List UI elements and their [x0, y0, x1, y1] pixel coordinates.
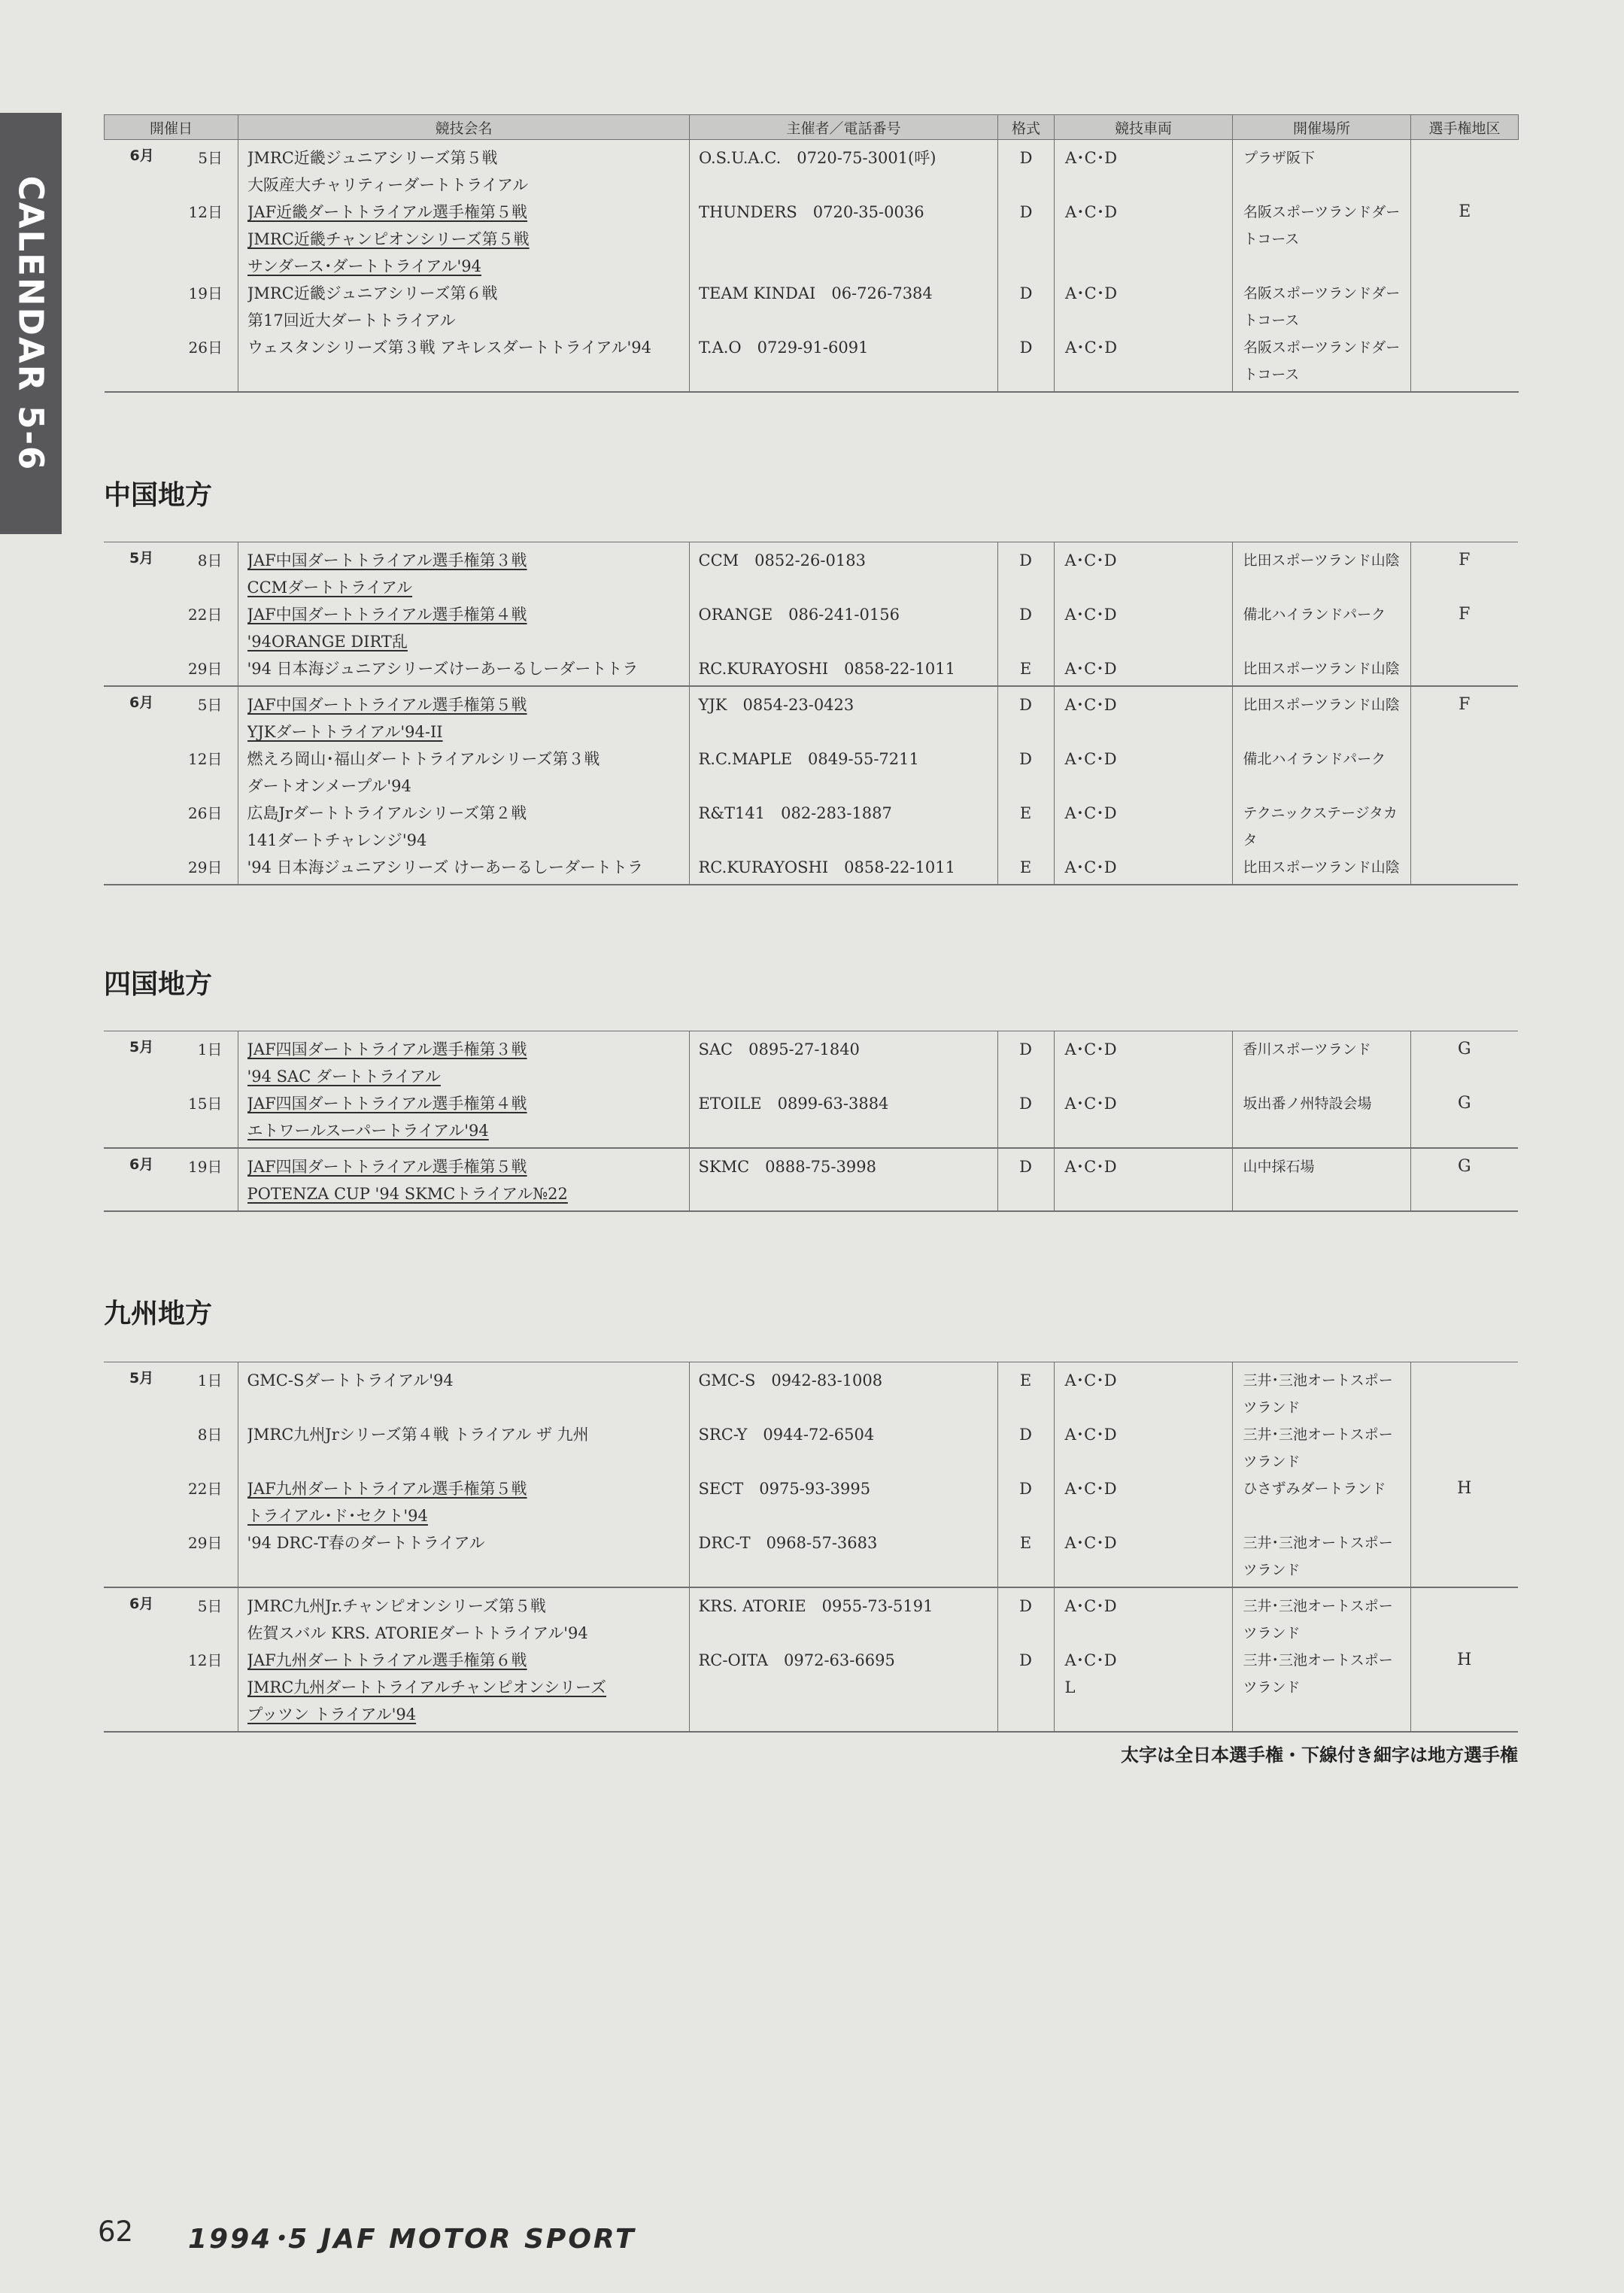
event-name-line: JAF九州ダートトライアル選手権第６戦 [247, 1651, 527, 1669]
event-row [104, 601, 1518, 655]
event-region: G [1410, 1031, 1518, 1091]
event-name-line: CCMダートトライアル [247, 579, 413, 597]
event-vehicle-class: A･C･D [1054, 746, 1232, 800]
event-format: D [997, 1031, 1054, 1091]
calendar-table [104, 1031, 1518, 1212]
event-date [104, 542, 238, 602]
event-venue-line: ツランド [1243, 1399, 1301, 1416]
column-header-cls: 競技車両 [1055, 115, 1233, 140]
event-region: G [1410, 1090, 1518, 1148]
event-organizer: KRS. ATORIE 0955-73-5191 [689, 1587, 997, 1647]
event-name-line: JAF四国ダートトライアル選手権第５戦 [247, 1158, 527, 1176]
column-header-venue: 開催場所 [1233, 115, 1411, 140]
event-name-line: JAF中国ダートトライアル選手権第３戦 [247, 551, 527, 569]
event-name [238, 140, 690, 199]
event-format: D [998, 140, 1055, 199]
event-day: 12日 [188, 1651, 223, 1669]
event-vehicle-class: A･C･D [1054, 686, 1232, 746]
event-name [238, 655, 689, 686]
event-venue-line: 三井･三池オートスポー [1243, 1426, 1393, 1443]
event-name-line: ウェスタンシリーズ第３戦 アキレスダートトライアル'94 [247, 339, 651, 357]
event-vehicle-class: A･C･D [1055, 334, 1233, 392]
month-group [104, 1148, 1518, 1211]
event-venue [1233, 280, 1411, 334]
event-row [104, 1148, 1518, 1211]
event-venue [1232, 1587, 1410, 1647]
event-venue [1232, 1421, 1410, 1475]
event-vehicle-class: A･C･D [1054, 1362, 1232, 1422]
event-name-line: 燃えろ岡山･福山ダートトライアルシリーズ第３戦 [247, 750, 600, 768]
section-title-kyushu: 九州地方 [104, 1298, 213, 1329]
event-venue [1232, 542, 1410, 602]
event-organizer: RC.KURAYOSHI 0858-22-1011 [689, 655, 997, 686]
event-format: D [998, 334, 1055, 392]
event-name-line: JMRC近畿ジュニアシリーズ第５戦 [247, 149, 498, 167]
event-name [238, 800, 689, 854]
event-date [104, 1090, 238, 1148]
event-venue [1232, 854, 1410, 885]
event-venue-line: 比田スポーツランド山陰 [1243, 661, 1400, 677]
event-date [105, 140, 238, 199]
event-organizer: TEAM KINDAI 06-726-7384 [690, 280, 998, 334]
event-name-line: JMRC近畿ジュニアシリーズ第６戦 [247, 284, 498, 302]
month-group [104, 686, 1518, 885]
event-venue-line: ツランド [1243, 1679, 1301, 1696]
event-format: D [997, 1148, 1054, 1211]
event-name-line: ダートオンメープル'94 [247, 777, 411, 795]
event-day: 12日 [188, 203, 223, 221]
event-name-line: POTENZA CUP '94 SKMCトライアル№22 [247, 1185, 568, 1203]
event-name-line: '94 日本海ジュニアシリーズけーあーるしーダートトラ [247, 660, 639, 678]
event-format: E [997, 854, 1054, 885]
event-venue [1232, 1031, 1410, 1091]
event-region [1411, 140, 1519, 199]
event-organizer: T.A.O 0729-91-6091 [690, 334, 998, 392]
event-name-line: サンダース･ダートトライアル'94 [247, 257, 481, 275]
side-tab-label: CALENDAR 5-6 [11, 175, 51, 472]
event-vehicle-class: A･C･D [1054, 1148, 1232, 1211]
event-organizer: SRC-Y 0944-72-6504 [689, 1421, 997, 1475]
event-venue-line: 山中採石場 [1243, 1159, 1315, 1175]
event-format: D [997, 601, 1054, 655]
event-row [104, 1587, 1518, 1647]
event-date [104, 1475, 238, 1529]
event-name [238, 1587, 689, 1647]
event-name-line: 大阪産大チャリティーダートトライアル [247, 176, 529, 194]
event-venue-line: 三井･三池オートスポー [1243, 1598, 1393, 1614]
event-venue-line: ツランド [1243, 1562, 1301, 1578]
event-format: D [997, 1475, 1054, 1529]
event-venue [1232, 1362, 1410, 1422]
event-name [238, 199, 690, 280]
legend-note: 太字は全日本選手権・下線付き細字は地方選手権 [1121, 1745, 1518, 1766]
event-venue-line: ツランド [1243, 1625, 1301, 1642]
event-organizer: ORANGE 086-241-0156 [689, 601, 997, 655]
event-date [104, 1647, 238, 1732]
column-header-reg: 選手権地区 [1411, 115, 1519, 140]
event-format: D [998, 280, 1055, 334]
event-venue-line: テクニックステージタカ [1243, 805, 1398, 822]
event-format: E [997, 1362, 1054, 1422]
table-header [105, 115, 1519, 140]
calendar-table [104, 1362, 1518, 1733]
event-organizer: O.S.U.A.C. 0720-75-3001(呼) [690, 140, 998, 199]
event-organizer: YJK 0854-23-0423 [689, 686, 997, 746]
event-name-line: JMRC九州Jrシリーズ第４戦 トライアル ザ 九州 [247, 1426, 589, 1444]
event-venue-line: 香川スポーツランド [1243, 1041, 1371, 1058]
event-vehicle-class: A･C･D [1054, 655, 1232, 686]
event-name [238, 601, 689, 655]
event-date [104, 854, 238, 885]
event-row [104, 800, 1518, 854]
event-region: F [1410, 686, 1518, 746]
event-venue-line: 名阪スポーツランドダー [1243, 204, 1401, 220]
event-region: H [1410, 1475, 1518, 1529]
event-name-line: JAF中国ダートトライアル選手権第４戦 [247, 606, 527, 624]
event-format: E [997, 1529, 1054, 1587]
event-venue [1232, 1647, 1410, 1732]
event-day: 1日 [197, 1371, 223, 1389]
event-name [238, 334, 690, 392]
event-venue-line: 三井･三池オートスポー [1243, 1652, 1393, 1669]
event-format: D [997, 542, 1054, 602]
event-date [104, 800, 238, 854]
month-group [104, 1587, 1518, 1732]
event-format: D [997, 1090, 1054, 1148]
event-venue-line: ひさずみダートランド [1243, 1481, 1386, 1497]
event-venue-line: 三井･三池オートスポー [1243, 1372, 1393, 1389]
event-region: F [1410, 542, 1518, 602]
event-name-line [247, 1394, 689, 1421]
event-name [238, 1362, 689, 1422]
event-day: 5日 [198, 149, 223, 167]
event-month: 6月 [129, 147, 154, 164]
event-day: 8日 [197, 1426, 223, 1444]
event-region [1410, 1529, 1518, 1587]
event-date [105, 280, 238, 334]
header-row [105, 115, 1519, 140]
event-venue-line: プラザ阪下 [1243, 150, 1316, 166]
event-organizer: R.C.MAPLE 0849-55-7211 [689, 746, 997, 800]
event-vehicle-class: A･C･D [1054, 601, 1232, 655]
event-format: D [997, 1587, 1054, 1647]
event-venue-line: 名阪スポーツランドダー [1243, 339, 1401, 356]
column-header-org: 主催者／電話番号 [690, 115, 998, 140]
event-name [238, 1529, 689, 1587]
event-venue [1232, 746, 1410, 800]
event-name [238, 1090, 689, 1148]
event-venue-line: トコース [1243, 366, 1300, 383]
event-name [238, 686, 689, 746]
event-venue [1233, 140, 1411, 199]
event-name [238, 854, 689, 885]
event-venue-line: 比田スポーツランド山陰 [1243, 697, 1400, 713]
event-date [104, 1031, 238, 1091]
event-format: E [997, 800, 1054, 854]
event-region [1411, 334, 1519, 392]
event-row [104, 1529, 1518, 1587]
event-row [104, 854, 1518, 885]
event-name-line: プッツン トライアル'94 [247, 1705, 417, 1724]
event-name-line: JAF四国ダートトライアル選手権第４戦 [247, 1095, 527, 1113]
event-day: 26日 [188, 804, 223, 822]
event-region [1410, 854, 1518, 885]
event-name-line: YJKダートトライアル'94-II [247, 723, 443, 741]
event-date [104, 1529, 238, 1587]
event-name-line [247, 1557, 689, 1584]
event-name-line: JAF中国ダートトライアル選手権第５戦 [247, 696, 527, 714]
event-organizer: RC.KURAYOSHI 0858-22-1011 [689, 854, 997, 885]
event-month: 5月 [129, 1370, 154, 1386]
event-row [104, 1090, 1518, 1148]
event-region [1410, 1421, 1518, 1475]
event-vehicle-class: A･C･D [1054, 542, 1232, 602]
event-name-line: JMRC九州ダートトライアルチャンピオンシリーズ [247, 1678, 606, 1696]
event-region [1410, 746, 1518, 800]
event-name [238, 280, 690, 334]
event-organizer: ETOILE 0899-63-3884 [689, 1090, 997, 1148]
event-name-line: JMRC九州Jr.チャンピオンシリーズ第５戦 [247, 1597, 546, 1615]
event-name-line: エトワールスーパートライアル'94 [247, 1122, 489, 1140]
event-month: 5月 [129, 550, 154, 566]
event-vehicle-class: A･C･D [1054, 1587, 1232, 1647]
event-venue [1232, 1090, 1410, 1148]
event-row [104, 655, 1518, 686]
event-vehicle-class: A･C･D L [1054, 1647, 1232, 1732]
event-day: 12日 [188, 750, 223, 768]
event-venue-line: トコース [1243, 231, 1300, 248]
event-vehicle-class: A･C･D [1054, 1475, 1232, 1529]
event-name-line: JMRC近畿チャンピオンシリーズ第５戦 [247, 230, 530, 248]
event-day: 26日 [188, 339, 223, 357]
event-vehicle-class: A･C･D [1054, 1090, 1232, 1148]
event-day: 29日 [188, 858, 223, 876]
event-venue [1232, 686, 1410, 746]
month-group [104, 542, 1518, 687]
event-venue-line: 備北ハイランドパーク [1243, 751, 1386, 767]
event-name [238, 1475, 689, 1529]
magazine-name: 1994･5 JAF MOTOR SPORT [188, 2224, 636, 2255]
event-row [104, 746, 1518, 800]
event-date [104, 746, 238, 800]
event-region: E [1411, 199, 1519, 280]
event-day: 22日 [188, 606, 223, 624]
event-name-line: トライアル･ド･セクト'94 [247, 1507, 428, 1525]
calendar-table [104, 542, 1518, 885]
section-title-shikoku: 四国地方 [104, 969, 213, 1000]
event-day: 19日 [188, 1158, 223, 1176]
event-name-line: 第17回近大ダートトライアル [247, 311, 456, 330]
event-vehicle-class: A･C･D [1054, 1529, 1232, 1587]
event-venue-line: 備北ハイランドパーク [1243, 606, 1386, 623]
event-venue [1232, 800, 1410, 854]
event-organizer: RC-OITA 0972-63-6695 [689, 1647, 997, 1732]
event-format: D [997, 1421, 1054, 1475]
event-row [104, 1362, 1518, 1422]
event-name-line: '94ORANGE DIRT乱 [247, 633, 408, 651]
event-row [104, 1647, 1518, 1732]
event-format: D [997, 686, 1054, 746]
month-group [104, 1362, 1518, 1588]
event-month: 6月 [129, 1156, 154, 1173]
event-name [238, 1031, 689, 1091]
event-organizer: DRC-T 0968-57-3683 [689, 1529, 997, 1587]
event-date [105, 334, 238, 392]
event-name-line: '94 DRC-T春のダートトライアル [247, 1534, 485, 1552]
event-month: 5月 [129, 1039, 154, 1055]
event-month: 6月 [129, 1596, 154, 1612]
event-name-line: '94 日本海ジュニアシリーズ けーあーるしーダートトラ [247, 858, 644, 876]
event-region [1411, 280, 1519, 334]
column-header-name: 競技会名 [238, 115, 690, 140]
event-date [104, 1148, 238, 1211]
event-date [104, 1587, 238, 1647]
event-day: 29日 [188, 660, 223, 678]
event-venue [1233, 334, 1411, 392]
event-row [105, 334, 1519, 392]
event-row [104, 1421, 1518, 1475]
event-name [238, 746, 689, 800]
event-region [1410, 800, 1518, 854]
event-name [238, 1148, 689, 1211]
event-date [104, 601, 238, 655]
event-region [1410, 655, 1518, 686]
event-format: D [998, 199, 1055, 280]
event-organizer: CCM 0852-26-0183 [689, 542, 997, 602]
event-venue-line: 比田スポーツランド山陰 [1243, 552, 1400, 569]
event-row [104, 1475, 1518, 1529]
event-venue [1232, 655, 1410, 686]
event-format: E [997, 655, 1054, 686]
section-title-chugoku: 中国地方 [104, 480, 213, 511]
event-venue-line: 比田スポーツランド山陰 [1243, 859, 1400, 876]
event-date [104, 655, 238, 686]
event-name-line: 141ダートチャレンジ'94 [247, 831, 427, 849]
column-header-fmt: 格式 [998, 115, 1055, 140]
event-venue-line: 坂出番ノ州特設会場 [1243, 1095, 1372, 1112]
event-region [1410, 1587, 1518, 1647]
event-vehicle-class: A･C･D [1054, 854, 1232, 885]
event-venue-line: タ [1243, 832, 1258, 849]
event-venue [1232, 601, 1410, 655]
event-row [105, 140, 1519, 199]
event-venue [1232, 1529, 1410, 1587]
event-organizer: SAC 0895-27-1840 [689, 1031, 997, 1091]
month-group [105, 140, 1519, 393]
event-day: 29日 [188, 1534, 223, 1552]
event-name-line: 佐賀スバル KRS. ATORIEダートトライアル'94 [247, 1624, 588, 1642]
event-organizer: SECT 0975-93-3995 [689, 1475, 997, 1529]
event-name-line: JAF四国ダートトライアル選手権第３戦 [247, 1040, 527, 1058]
event-name-line: '94 SAC ダートトライアル [247, 1068, 441, 1086]
event-region [1410, 1362, 1518, 1422]
page-number: 62 [98, 2216, 134, 2248]
event-format: D [997, 746, 1054, 800]
event-row [104, 686, 1518, 746]
event-region: H [1410, 1647, 1518, 1732]
event-name-line: JAF近畿ダートトライアル選手権第５戦 [247, 203, 528, 221]
event-venue [1233, 199, 1411, 280]
event-organizer: SKMC 0888-75-3998 [689, 1148, 997, 1211]
event-venue [1232, 1475, 1410, 1529]
event-vehicle-class: A･C･D [1055, 280, 1233, 334]
event-venue-line: ツランド [1243, 1453, 1301, 1470]
event-row [105, 280, 1519, 334]
event-vehicle-class: A･C･D [1054, 1031, 1232, 1091]
event-row [104, 1031, 1518, 1091]
month-group [104, 1031, 1518, 1149]
event-day: 8日 [197, 551, 223, 569]
event-name [238, 1421, 689, 1475]
event-day: 22日 [188, 1480, 223, 1498]
event-venue-line: 名阪スポーツランドダー [1243, 285, 1401, 302]
event-venue-line: トコース [1243, 312, 1300, 329]
event-format: D [997, 1647, 1054, 1732]
calendar-table [104, 114, 1519, 393]
event-month: 6月 [129, 694, 154, 711]
event-name-line: 広島Jrダートトライアルシリーズ第２戦 [247, 804, 527, 822]
event-row [105, 199, 1519, 280]
event-name [238, 542, 689, 602]
event-name-line [247, 1448, 689, 1475]
event-name-line: GMC-Sダートトライアル'94 [247, 1371, 454, 1389]
event-vehicle-class: A･C･D [1054, 800, 1232, 854]
event-organizer: GMC-S 0942-83-1008 [689, 1362, 997, 1422]
event-day: 1日 [197, 1040, 223, 1058]
event-day: 19日 [188, 284, 223, 302]
event-date [104, 1421, 238, 1475]
event-date [104, 1362, 238, 1422]
event-date [104, 686, 238, 746]
event-row [104, 542, 1518, 602]
event-vehicle-class: A･C･D [1055, 199, 1233, 280]
event-vehicle-class: A･C･D [1055, 140, 1233, 199]
event-day: 5日 [197, 696, 223, 714]
event-vehicle-class: A･C･D [1054, 1421, 1232, 1475]
event-name-line: JAF九州ダートトライアル選手権第５戦 [247, 1480, 527, 1498]
event-venue-line: 三井･三池オートスポー [1243, 1535, 1393, 1551]
column-header-date: 開催日 [105, 115, 238, 140]
event-venue [1232, 1148, 1410, 1211]
event-name [238, 1647, 689, 1732]
event-region: G [1410, 1148, 1518, 1211]
event-date [105, 199, 238, 280]
event-organizer: THUNDERS 0720-35-0036 [690, 199, 998, 280]
event-region: F [1410, 601, 1518, 655]
event-organizer: R&T141 082-283-1887 [689, 800, 997, 854]
event-day: 15日 [188, 1095, 223, 1113]
event-day: 5日 [197, 1597, 223, 1615]
